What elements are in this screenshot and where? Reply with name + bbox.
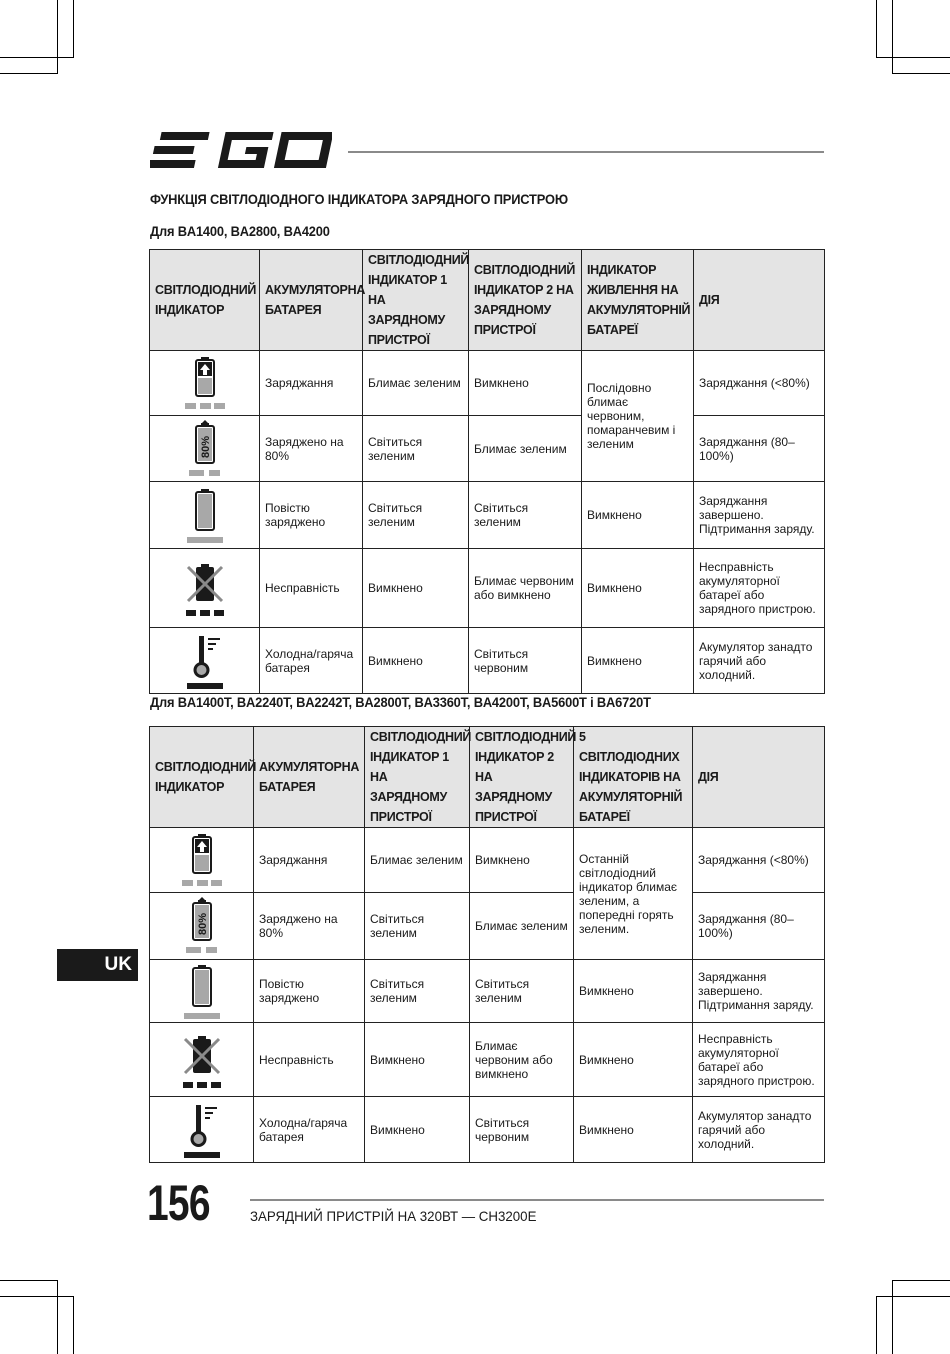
- led1-status: Вимкнено: [365, 1097, 470, 1163]
- led1-status: Світиться зеленим: [365, 893, 470, 960]
- table-row: [150, 893, 825, 960]
- battery-status: Несправність: [260, 549, 363, 628]
- led2-status: Блимає зеленим: [469, 416, 582, 482]
- indicator-status: Вимкнено: [574, 960, 693, 1023]
- table1-caption: Для BA1400, BA2800, BA4200: [150, 223, 330, 239]
- action-text: Несправність акумуляторної батареї або зарядного пристрою.: [693, 1023, 825, 1097]
- battery-status: Заряджання: [260, 351, 363, 416]
- action-text: Заряджання (80–100%): [694, 416, 825, 482]
- icon-cell: [150, 828, 254, 893]
- action-text: Заряджання завершено. Підтримання заряду.: [693, 960, 825, 1023]
- battery-status: Заряджено на 80%: [254, 893, 365, 960]
- table2-caption: Для BA1400T, BA2240T, BA2242T, BA2800T, BA3360T, BA4200T, BA5600T і BA6720T: [150, 694, 651, 710]
- header-led1: СВІТЛОДІОДНИЙ ІНДИКАТОР 1 НА ЗАРЯДНОМУ ПРИСТРОЇ: [363, 250, 469, 351]
- header-rule: [348, 151, 824, 153]
- action-text: Заряджання (<80%): [693, 828, 825, 893]
- battery-fault-icon: [183, 559, 227, 617]
- table-row: [150, 351, 825, 416]
- crop-mark: [57, 0, 58, 74]
- icon-cell: [150, 1097, 254, 1163]
- icon-cell: [150, 416, 260, 482]
- led1-status: Вимкнено: [365, 1023, 470, 1097]
- header-battery: АКУМУЛЯТОРНА БАТАРЕЯ: [254, 727, 365, 828]
- table-row: [150, 828, 825, 893]
- footer-title: ЗАРЯДНИЙ ПРИСТРІЙ НА 320ВТ — CH3200E: [250, 1208, 537, 1224]
- battery-status: Повістю заряджено: [254, 960, 365, 1023]
- battery-charging-icon: [183, 354, 227, 412]
- header-led2: СВІТЛОДІОДНИЙ ІНДИКАТОР 2 НА ЗАРЯДНОМУ ПРИСТРОЇ: [470, 727, 574, 828]
- crop-mark: [892, 0, 893, 74]
- led1-status: Світиться зеленим: [363, 482, 469, 549]
- icon-cell: [150, 628, 260, 694]
- header-action: ДІЯ: [693, 727, 825, 828]
- header-battery: АКУМУЛЯТОРНА БАТАРЕЯ: [260, 250, 363, 351]
- led2-status: Блимає червоним або вимкнено: [469, 549, 582, 628]
- battery-80-icon: [180, 897, 224, 955]
- led1-status: Блимає зеленим: [363, 351, 469, 416]
- action-text: Заряджання завершено. Підтримання заряду.: [694, 482, 825, 549]
- battery-status: Повістю заряджено: [260, 482, 363, 549]
- table-row: [150, 1097, 825, 1163]
- led-table-2: [149, 726, 825, 1163]
- header-action: ДІЯ: [694, 250, 825, 351]
- page-number: 156: [147, 1175, 210, 1231]
- table-row: [150, 628, 825, 694]
- led2-status: Блимає зеленим: [470, 893, 574, 960]
- crop-mark: [876, 1296, 950, 1297]
- battery-pct-label: 80%: [199, 435, 212, 458]
- led1-status: Світиться зеленим: [363, 416, 469, 482]
- crop-mark: [876, 0, 877, 58]
- icon-cell: [150, 1023, 254, 1097]
- crop-mark: [0, 1296, 74, 1297]
- indicator-status: Останній світлодіодний індикатор блимає зеленим, а попередні горять зеленим.: [574, 828, 693, 960]
- action-text: Несправність акумуляторної батареї або зарядного пристрою.: [694, 549, 825, 628]
- crop-mark: [73, 1296, 74, 1354]
- crop-mark: [0, 1280, 58, 1281]
- action-text: Акумулятор занадто гарячий або холодний.: [694, 628, 825, 694]
- led2-status: Вимкнено: [470, 828, 574, 893]
- crop-mark: [73, 0, 74, 58]
- battery-status: Заряджання: [254, 828, 365, 893]
- battery-fault-icon: [180, 1031, 224, 1089]
- led1-status: Вимкнено: [363, 628, 469, 694]
- crop-mark: [892, 1280, 950, 1281]
- battery-full-icon: [183, 486, 227, 544]
- table-row: [150, 960, 825, 1023]
- indicator-status: Послідовно блимає червоним, помаранчевим і зеленим: [582, 351, 694, 482]
- action-text: Заряджання (80–100%): [693, 893, 825, 960]
- crop-mark: [0, 73, 58, 74]
- indicator-status: Вимкнено: [582, 482, 694, 549]
- led1-status: Світиться зеленим: [365, 960, 470, 1023]
- table-row: [150, 482, 825, 549]
- indicator-status: Вимкнено: [574, 1023, 693, 1097]
- crop-mark: [57, 1280, 58, 1354]
- battery-full-icon: [180, 962, 224, 1020]
- icon-cell: [150, 549, 260, 628]
- thermometer-icon: [183, 632, 227, 690]
- table-row: [150, 416, 825, 482]
- icon-cell: [150, 351, 260, 416]
- led2-status: Блимає червоним або вимкнено: [470, 1023, 574, 1097]
- header-led2: СВІТЛОДІОДНИЙ ІНДИКАТОР 2 НА ЗАРЯДНОМУ ПРИСТРОЇ: [469, 250, 582, 351]
- led2-status: Світиться червоним: [470, 1097, 574, 1163]
- indicator-status: Вимкнено: [582, 628, 694, 694]
- indicator-status: Вимкнено: [574, 1097, 693, 1163]
- language-tab: UK: [57, 949, 138, 981]
- indicator-status: Вимкнено: [582, 549, 694, 628]
- battery-status: Холодна/гаряча батарея: [254, 1097, 365, 1163]
- battery-80-icon: [183, 420, 227, 478]
- footer-rule: [250, 1199, 824, 1201]
- header-indicator: 5 СВІТЛОДІОДНИХ ІНДИКАТОРІВ НА АКУМУЛЯТОРНІЙ БАТАРЕЇ: [574, 727, 693, 828]
- battery-status: Холодна/гаряча батарея: [260, 628, 363, 694]
- ego-logo: [150, 130, 332, 172]
- header-led: СВІТЛОДІОДНИЙ ІНДИКАТОР: [150, 250, 260, 351]
- header-led: СВІТЛОДІОДНИЙ ІНДИКАТОР: [150, 727, 254, 828]
- icon-cell: [150, 960, 254, 1023]
- action-text: Заряджання (<80%): [694, 351, 825, 416]
- logo-text: EGO: [150, 130, 153, 131]
- led-table-1: [149, 249, 825, 694]
- battery-charging-icon: [180, 831, 224, 889]
- header-indicator: ІНДИКАТОР ЖИВЛЕННЯ НА АКУМУЛЯТОРНІЙ БАТАРЕЇ: [582, 250, 694, 351]
- battery-status: Несправність: [254, 1023, 365, 1097]
- battery-status: Заряджено на 80%: [260, 416, 363, 482]
- battery-pct-label: 80%: [196, 912, 209, 935]
- crop-mark: [876, 57, 950, 58]
- table-row: [150, 549, 825, 628]
- led1-status: Блимає зеленим: [365, 828, 470, 893]
- section-title: ФУНКЦІЯ СВІТЛОДІОДНОГО ІНДИКАТОРА ЗАРЯДНОГО ПРИСТРОЮ: [150, 191, 568, 207]
- table-row: [150, 1023, 825, 1097]
- icon-cell: [150, 482, 260, 549]
- crop-mark: [0, 57, 74, 58]
- thermometer-icon: [180, 1101, 224, 1159]
- led1-status: Вимкнено: [363, 549, 469, 628]
- header-led1: СВІТЛОДІОДНИЙ ІНДИКАТОР 1 НА ЗАРЯДНОМУ ПРИСТРОЇ: [365, 727, 470, 828]
- led2-status: Світиться зеленим: [470, 960, 574, 1023]
- led2-status: Вимкнено: [469, 351, 582, 416]
- crop-mark: [876, 1296, 877, 1354]
- crop-mark: [892, 73, 950, 74]
- led2-status: Світиться червоним: [469, 628, 582, 694]
- action-text: Акумулятор занадто гарячий або холодний.: [693, 1097, 825, 1163]
- crop-mark: [892, 1280, 893, 1354]
- led2-status: Світиться зеленим: [469, 482, 582, 549]
- icon-cell: [150, 893, 254, 960]
